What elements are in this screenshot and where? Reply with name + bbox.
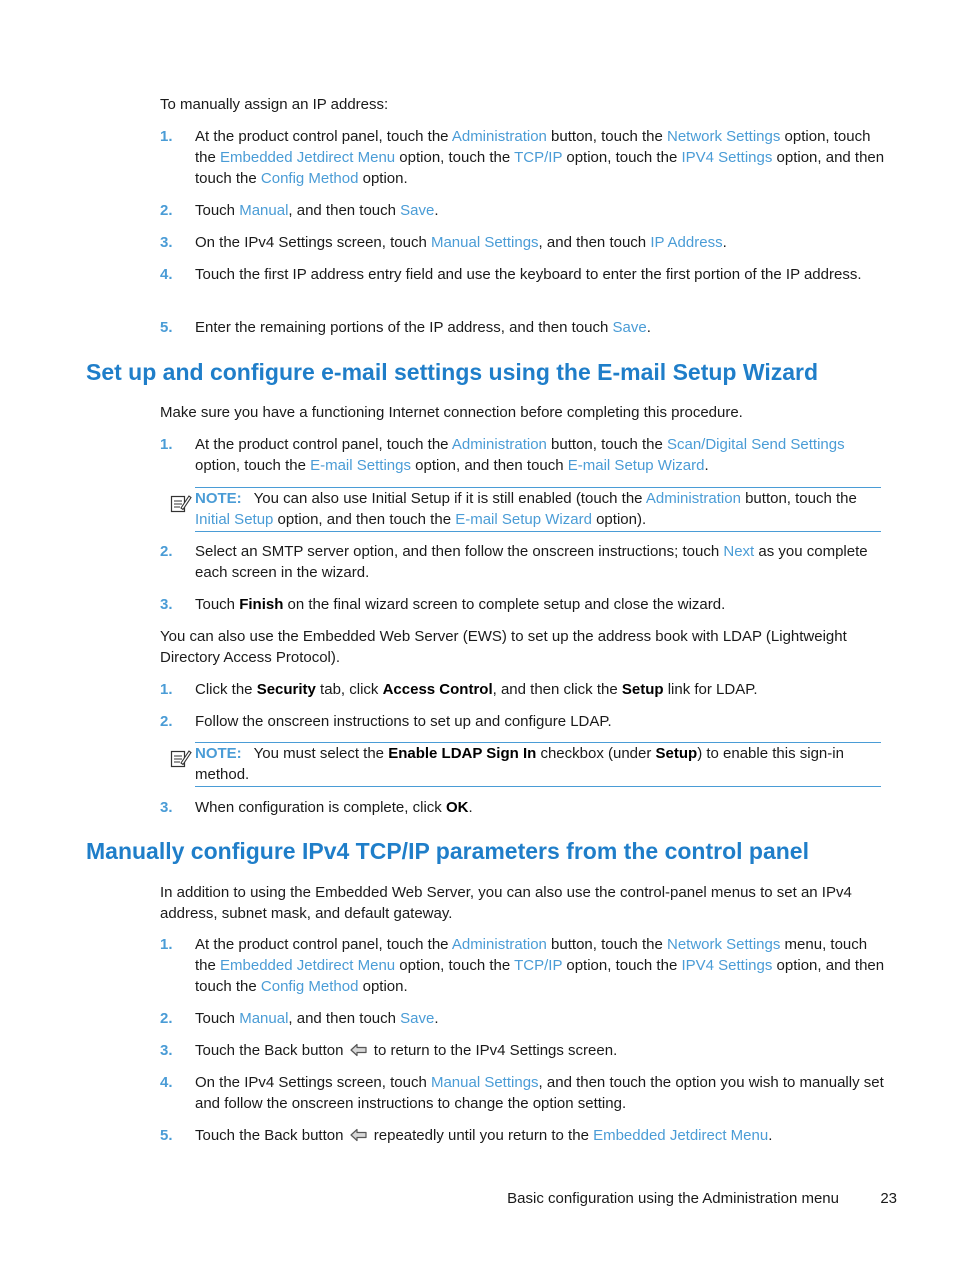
ui-term: Next bbox=[723, 543, 755, 560]
step-number: 2. bbox=[160, 1010, 173, 1027]
ui-term: Embedded Jetdirect Menu bbox=[220, 957, 396, 974]
ui-term: Manual bbox=[239, 1010, 289, 1027]
note-pad-icon bbox=[170, 747, 192, 769]
note-initial-setup: NOTE: You can also use Initial Setup if it is still enabled (touch the Administration button, touch the Initial Setup option, and then touch the E-mail Setup Wizard option). bbox=[195, 487, 881, 532]
ui-term: Manual Settings bbox=[430, 1074, 539, 1091]
step-number: 5. bbox=[160, 1127, 173, 1144]
step-text: Touch Finish on the final wizard screen to complete setup and close the wizard. bbox=[195, 596, 726, 613]
ui-term: Save bbox=[400, 202, 435, 219]
note-label: NOTE: bbox=[195, 490, 242, 507]
step-number: 1. bbox=[160, 436, 173, 453]
ui-term: Network Settings bbox=[666, 128, 781, 145]
ui-term: IPV4 Settings bbox=[681, 957, 773, 974]
step-number: 2. bbox=[160, 543, 173, 560]
step-number: 1. bbox=[160, 128, 173, 145]
step-number: 3. bbox=[160, 596, 173, 613]
ui-term: Administration bbox=[451, 936, 547, 953]
step-text: At the product control panel, touch the Administration button, touch the Network Settings menu, touch the Embedded Jetdirect Menu option, touch the TCP/IP option, touch the IPV4 Settings option, and then touch the Config Method option. bbox=[195, 936, 885, 995]
step-text: Select an SMTP server option, and then follow the onscreen instructions; touch Next as you complete each screen in the wizard. bbox=[195, 543, 868, 581]
step-text: Touch the Back button to return to the IPv4 Settings screen. bbox=[195, 1042, 618, 1059]
step-text: Touch Manual, and then touch Save. bbox=[195, 202, 439, 219]
step-text: Touch the Back button repeatedly until you return to the Embedded Jetdirect Menu. bbox=[195, 1127, 773, 1144]
footer-title: Basic configuration using the Administration menu bbox=[507, 1190, 839, 1207]
ui-term: E-mail Setup Wizard bbox=[567, 457, 705, 474]
step-text: At the product control panel, touch the Administration button, touch the Scan/Digital Send Settings option, touch the E-mail Settings option, and then touch E-mail Setup Wizard. bbox=[195, 436, 845, 474]
back-arrow-icon bbox=[350, 1128, 368, 1142]
step-text: Touch Manual, and then touch Save. bbox=[195, 1010, 439, 1027]
ui-term: IP Address bbox=[650, 234, 723, 251]
step-number: 3. bbox=[160, 234, 173, 251]
step-number: 1. bbox=[160, 681, 173, 698]
email-intro-text: Make sure you have a functioning Internet connection before completing this procedure. bbox=[160, 404, 743, 421]
step-text: On the IPv4 Settings screen, touch Manual Settings, and then touch the option you wish to manually set and follow the onscreen instructions to change the option setting. bbox=[195, 1074, 884, 1112]
step-text: Touch the first IP address entry field and use the keyboard to enter the first portion of the IP address. bbox=[195, 266, 862, 283]
section-heading-email: Set up and configure e-mail settings using the E-mail Setup Wizard bbox=[86, 359, 819, 385]
step-number: 4. bbox=[160, 266, 173, 283]
step-number: 4. bbox=[160, 1074, 173, 1091]
ui-term: Embedded Jetdirect Menu bbox=[220, 149, 396, 166]
ipv4-intro-text: In addition to using the Embedded Web Server, you can also use the control-panel menus to set an IPv4 address, subnet mask, and default gateway. bbox=[160, 884, 852, 922]
step-number: 2. bbox=[160, 713, 173, 730]
ui-term: Save bbox=[400, 1010, 435, 1027]
ui-term: E-mail Settings bbox=[310, 457, 411, 474]
ui-term: Save bbox=[612, 319, 647, 336]
ui-term: Initial Setup bbox=[195, 511, 274, 528]
step-number: 5. bbox=[160, 319, 173, 336]
note-label: NOTE: bbox=[195, 745, 242, 762]
ui-term: Administration bbox=[645, 490, 741, 507]
note-pad-icon bbox=[170, 492, 192, 514]
step-text: Click the Security tab, click Access Control, and then click the Setup link for LDAP. bbox=[195, 681, 758, 698]
ui-term: Manual Settings bbox=[430, 234, 539, 251]
note-ldap-sign-in: NOTE: You must select the Enable LDAP Sign In checkbox (under Setup) to enable this sign-in method. bbox=[195, 742, 881, 787]
ui-term: Config Method bbox=[260, 170, 359, 187]
ui-term: E-mail Setup Wizard bbox=[455, 511, 592, 528]
step-number: 3. bbox=[160, 1042, 173, 1059]
section-heading-ipv4: Manually configure IPv4 TCP/IP parameters from the control panel bbox=[86, 838, 809, 864]
step-text: When configuration is complete, click OK. bbox=[195, 799, 473, 816]
step-text: At the product control panel, touch the Administration button, touch the Network Settings option, touch the Embedded Jetdirect Menu option, touch the TCP/IP option, touch the IPV4 Settings option, and then touch the Config Method option. bbox=[195, 128, 885, 187]
ui-term: Administration bbox=[451, 128, 547, 145]
step-number: 3. bbox=[160, 799, 173, 816]
ui-term: Config Method bbox=[260, 978, 359, 995]
step-number: 1. bbox=[160, 936, 173, 953]
ui-term: Administration bbox=[451, 436, 547, 453]
ui-term: IPV4 Settings bbox=[681, 149, 773, 166]
ews-intro-text: You can also use the Embedded Web Server (EWS) to set up the address book with LDAP (Lightweight Directory Access Protocol). bbox=[160, 628, 847, 666]
intro-text: To manually assign an IP address: bbox=[160, 96, 389, 113]
ui-term: Scan/Digital Send Settings bbox=[666, 436, 845, 453]
step-number: 2. bbox=[160, 202, 173, 219]
ui-term: Embedded Jetdirect Menu bbox=[593, 1127, 769, 1144]
back-arrow-icon bbox=[350, 1043, 368, 1057]
ui-term: TCP/IP bbox=[514, 957, 563, 974]
step-text: Follow the onscreen instructions to set up and configure LDAP. bbox=[195, 713, 612, 730]
ui-term: Network Settings bbox=[666, 936, 781, 953]
step-text: On the IPv4 Settings screen, touch Manual Settings, and then touch IP Address. bbox=[195, 234, 727, 251]
ui-term: Manual bbox=[239, 202, 289, 219]
ui-term: TCP/IP bbox=[514, 149, 563, 166]
step-text: Enter the remaining portions of the IP address, and then touch Save. bbox=[195, 319, 651, 336]
page-number: 23 bbox=[880, 1190, 897, 1207]
